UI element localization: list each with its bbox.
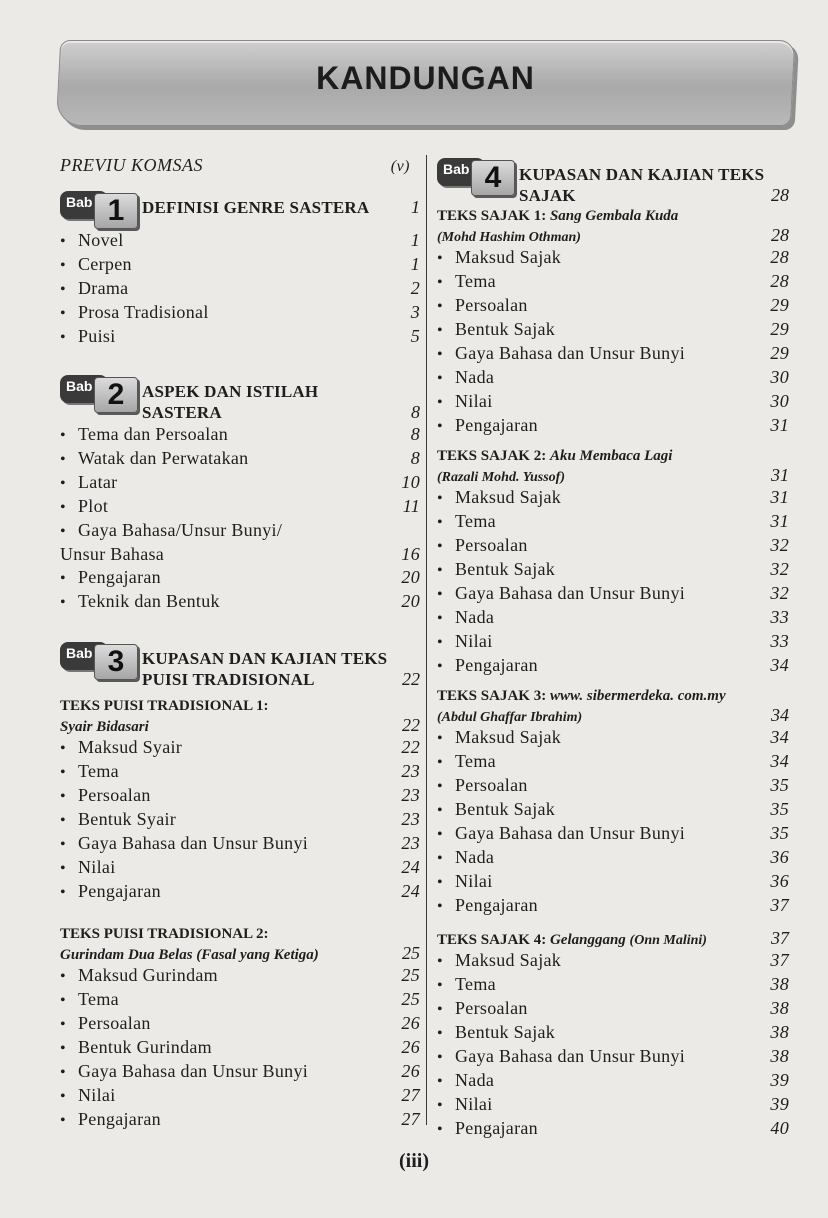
bullet-icon: • xyxy=(60,992,66,1009)
bab-tab: Bab xyxy=(437,158,485,186)
bullet-icon: • xyxy=(437,298,443,315)
list-item[interactable]: • Novel 1 xyxy=(60,229,420,253)
section-heading[interactable]: TEKS PUISI TRADISIONAL 1: xyxy=(60,698,269,714)
bullet-icon: • xyxy=(437,562,443,579)
chapter-page: 8 xyxy=(411,402,420,422)
bullet-icon: • xyxy=(437,1073,443,1090)
bullet-icon: • xyxy=(60,1064,66,1081)
chapter-badge xyxy=(60,191,142,229)
section-items xyxy=(437,486,789,678)
bullet-icon: • xyxy=(60,427,66,444)
bullet-icon: • xyxy=(437,490,443,507)
bullet-icon: • xyxy=(437,1025,443,1042)
list-item[interactable]: • Pengajaran 34 xyxy=(437,654,789,678)
list-item[interactable]: • Plot 11 xyxy=(60,495,420,519)
list-item[interactable]: • Nilai 27 xyxy=(60,1084,420,1108)
bab-tab: Bab xyxy=(60,642,108,670)
list-item[interactable]: • Nilai 30 xyxy=(437,390,789,414)
bullet-icon: • xyxy=(437,274,443,291)
chapter-badge xyxy=(437,158,519,196)
section-subtitle[interactable]: (Mohd Hashim Othman) 28 xyxy=(437,225,789,245)
list-item[interactable]: • Tema 31 xyxy=(437,510,789,534)
list-item[interactable]: • Nada 30 xyxy=(437,366,789,390)
list-item[interactable]: • Tema 28 xyxy=(437,270,789,294)
list-item[interactable]: • Persoalan 29 xyxy=(437,294,789,318)
list-item[interactable]: • Pengajaran 20 xyxy=(60,566,420,590)
list-item[interactable]: • Maksud Sajak 37 xyxy=(437,949,789,973)
list-item[interactable]: • Gaya Bahasa dan Unsur Bunyi 26 xyxy=(60,1060,420,1084)
bullet-icon: • xyxy=(60,968,66,985)
bullet-icon: • xyxy=(60,1016,66,1033)
list-item[interactable]: • Gaya Bahasa dan Unsur Bunyi 29 xyxy=(437,342,789,366)
bullet-icon: • xyxy=(60,305,66,322)
list-item[interactable]: • Nada 39 xyxy=(437,1069,789,1093)
list-item[interactable]: • Tema 23 xyxy=(60,760,420,784)
chapter-2-heading[interactable] xyxy=(60,375,420,423)
chapter-3-heading[interactable] xyxy=(60,642,420,690)
list-item[interactable]: • Pengajaran 31 xyxy=(437,414,789,438)
section-items xyxy=(60,964,420,1132)
list-item[interactable]: • Nilai 33 xyxy=(437,630,789,654)
bullet-icon: • xyxy=(437,826,443,843)
bullet-icon: • xyxy=(437,754,443,771)
list-item[interactable]: • Nada 33 xyxy=(437,606,789,630)
list-item[interactable]: • Latar 10 xyxy=(60,471,420,495)
list-item[interactable]: • Persoalan 35 xyxy=(437,774,789,798)
list-item[interactable]: • Bentuk Sajak 29 xyxy=(437,318,789,342)
list-item[interactable]: • Maksud Sajak 28 xyxy=(437,246,789,270)
bullet-icon: • xyxy=(60,257,66,274)
bullet-icon: • xyxy=(60,523,66,540)
bullet-icon: • xyxy=(437,250,443,267)
list-item[interactable]: • Pengajaran 37 xyxy=(437,894,789,918)
title-banner xyxy=(58,40,793,126)
list-item[interactable]: • Watak dan Perwatakan 8 xyxy=(60,447,420,471)
bullet-icon: • xyxy=(437,634,443,651)
bullet-icon: • xyxy=(60,884,66,901)
bullet-icon: • xyxy=(437,514,443,531)
bullet-icon: • xyxy=(437,874,443,891)
list-item[interactable]: • Gaya Bahasa dan Unsur Bunyi 23 xyxy=(60,832,420,856)
section-subtitle[interactable]: Gurindam Dua Belas (Fasal yang Ketiga) 25 xyxy=(60,943,420,963)
chapter-page: 1 xyxy=(411,197,420,217)
bullet-icon: • xyxy=(60,475,66,492)
section-subtitle[interactable]: Syair Bidasari 22 xyxy=(60,715,420,735)
bullet-icon: • xyxy=(60,1088,66,1105)
list-item[interactable]: • Gaya Bahasa dan Unsur Bunyi 38 xyxy=(437,1045,789,1069)
list-item[interactable]: • Nilai 24 xyxy=(60,856,420,880)
bullet-icon: • xyxy=(437,370,443,387)
bullet-icon: • xyxy=(437,1049,443,1066)
bullet-icon: • xyxy=(437,394,443,411)
list-item[interactable]: • Cerpen 1 xyxy=(60,253,420,277)
bullet-icon: • xyxy=(437,418,443,435)
chapter-badge xyxy=(60,642,142,680)
list-item[interactable]: • Bentuk Sajak 35 xyxy=(437,798,789,822)
list-item[interactable]: • Drama 2 xyxy=(60,277,420,301)
section-subtitle[interactable]: (Razali Mohd. Yussof) 31 xyxy=(437,465,789,485)
chapter-number: 4 xyxy=(471,160,515,196)
chapter-badge xyxy=(60,375,142,413)
list-item[interactable]: • Persoalan 38 xyxy=(437,997,789,1021)
section-items xyxy=(60,736,420,904)
section-heading[interactable]: TEKS SAJAK 1: Sang Gembala Kuda xyxy=(437,208,679,224)
bullet-icon: • xyxy=(437,1121,443,1138)
list-item[interactable]: • Tema 38 xyxy=(437,973,789,997)
list-item[interactable]: • Tema 25 xyxy=(60,988,420,1012)
section-heading[interactable]: TEKS SAJAK 4: Gelanggang (Onn Malini) 37 xyxy=(437,928,789,948)
list-item[interactable]: • Prosa Tradisional 3 xyxy=(60,301,420,325)
bullet-icon: • xyxy=(437,1097,443,1114)
list-item-continued[interactable]: Unsur Bahasa 16 xyxy=(60,544,420,564)
bullet-icon: • xyxy=(60,764,66,781)
bullet-icon: • xyxy=(437,538,443,555)
list-item[interactable]: • Nada 36 xyxy=(437,846,789,870)
bullet-icon: • xyxy=(60,1040,66,1057)
list-item[interactable]: • Teknik dan Bentuk 20 xyxy=(60,590,420,614)
bullet-icon: • xyxy=(60,1112,66,1129)
page-title: KANDUNGAN xyxy=(316,60,535,96)
bullet-icon: • xyxy=(60,812,66,829)
list-item[interactable]: • Bentuk Sajak 38 xyxy=(437,1021,789,1045)
bullet-icon: • xyxy=(437,730,443,747)
column-divider xyxy=(426,155,427,1125)
bullet-icon: • xyxy=(60,451,66,468)
list-item[interactable]: • Pengajaran 40 xyxy=(437,1117,789,1141)
section-heading[interactable]: TEKS PUISI TRADISIONAL 2: xyxy=(60,926,269,942)
list-item[interactable]: • Gaya Bahasa dan Unsur Bunyi 35 xyxy=(437,822,789,846)
list-item[interactable]: • Maksud Sajak 34 xyxy=(437,726,789,750)
preview-label: PREVIU KOMSAS xyxy=(60,155,203,175)
chapter-title: KUPASAN DAN KAJIAN TEKS PUISI TRADISIONAL xyxy=(142,649,388,689)
bab-tab: Bab xyxy=(60,375,108,403)
list-item[interactable]: • Nilai 36 xyxy=(437,870,789,894)
bullet-icon: • xyxy=(60,740,66,757)
list-item[interactable]: • Bentuk Gurindam 26 xyxy=(60,1036,420,1060)
bullet-icon: • xyxy=(437,1001,443,1018)
list-item[interactable]: • Bentuk Sajak 32 xyxy=(437,558,789,582)
section-heading[interactable]: TEKS SAJAK 3: www. sibermerdeka. com.my xyxy=(437,688,726,704)
bullet-icon: • xyxy=(437,977,443,994)
bab-tab: Bab xyxy=(60,191,108,219)
list-item[interactable]: • Puisi 5 xyxy=(60,325,420,349)
preview-page: (v) xyxy=(390,158,410,175)
chapter-page: 28 xyxy=(771,185,789,205)
bullet-icon: • xyxy=(60,233,66,250)
section-items xyxy=(437,246,789,438)
chapter-number: 3 xyxy=(94,644,138,680)
list-item[interactable]: • Maksud Sajak 31 xyxy=(437,486,789,510)
chapter-1-items xyxy=(60,229,420,349)
bullet-icon: • xyxy=(60,788,66,805)
list-item[interactable]: • Pengajaran 27 xyxy=(60,1108,420,1132)
list-item[interactable]: • Maksud Syair 22 xyxy=(60,736,420,760)
section-heading[interactable]: TEKS SAJAK 2: Aku Membaca Lagi xyxy=(437,448,673,464)
bullet-icon: • xyxy=(437,898,443,915)
bullet-icon: • xyxy=(437,586,443,603)
chapter-number: 1 xyxy=(94,193,138,229)
list-item[interactable]: • Maksud Gurindam 25 xyxy=(60,964,420,988)
bullet-icon: • xyxy=(437,322,443,339)
bullet-icon: • xyxy=(437,802,443,819)
bullet-icon: • xyxy=(60,499,66,516)
bullet-icon: • xyxy=(60,860,66,877)
chapter-title: KUPASAN DAN KAJIAN TEKS SAJAK xyxy=(519,165,765,205)
list-item[interactable]: • Tema 34 xyxy=(437,750,789,774)
right-column xyxy=(437,158,789,1141)
chapter-4-heading[interactable] xyxy=(437,158,789,206)
bullet-icon: • xyxy=(437,953,443,970)
list-item[interactable]: • Persoalan 26 xyxy=(60,1012,420,1036)
chapter-2-items xyxy=(60,423,420,614)
chapter-title: ASPEK DAN ISTILAH SASTERA xyxy=(142,382,319,422)
list-item[interactable]: • Persoalan 23 xyxy=(60,784,420,808)
bullet-icon: • xyxy=(437,778,443,795)
bullet-icon: • xyxy=(437,850,443,867)
bullet-icon: • xyxy=(60,329,66,346)
bullet-icon: • xyxy=(60,570,66,587)
chapter-number: 2 xyxy=(94,377,138,413)
left-column xyxy=(60,150,420,1132)
bullet-icon: • xyxy=(60,281,66,298)
list-item[interactable]: • Gaya Bahasa dan Unsur Bunyi 32 xyxy=(437,582,789,606)
list-item[interactable]: • Tema dan Persoalan 8 xyxy=(60,423,420,447)
list-item[interactable]: • Pengajaran 24 xyxy=(60,880,420,904)
chapter-page: 22 xyxy=(402,669,420,689)
list-item[interactable]: • Nilai 39 xyxy=(437,1093,789,1117)
bullet-icon: • xyxy=(60,594,66,611)
section-subtitle[interactable]: (Abdul Ghaffar Ibrahim) 34 xyxy=(437,705,789,725)
list-item[interactable]: • Persoalan 32 xyxy=(437,534,789,558)
preview-entry[interactable] xyxy=(60,155,420,191)
section-items xyxy=(437,726,789,918)
bullet-icon: • xyxy=(437,346,443,363)
bullet-icon: • xyxy=(437,610,443,627)
chapter-title: DEFINISI GENRE SASTERA xyxy=(142,198,370,217)
page-number: (iii) xyxy=(399,1150,429,1172)
section-items xyxy=(437,949,789,1141)
list-item[interactable]: • Gaya Bahasa/Unsur Bunyi/ xyxy=(60,519,420,543)
list-item[interactable]: • Bentuk Syair 23 xyxy=(60,808,420,832)
chapter-1-heading[interactable] xyxy=(60,191,420,229)
bullet-icon: • xyxy=(60,836,66,853)
bullet-icon: • xyxy=(437,658,443,675)
